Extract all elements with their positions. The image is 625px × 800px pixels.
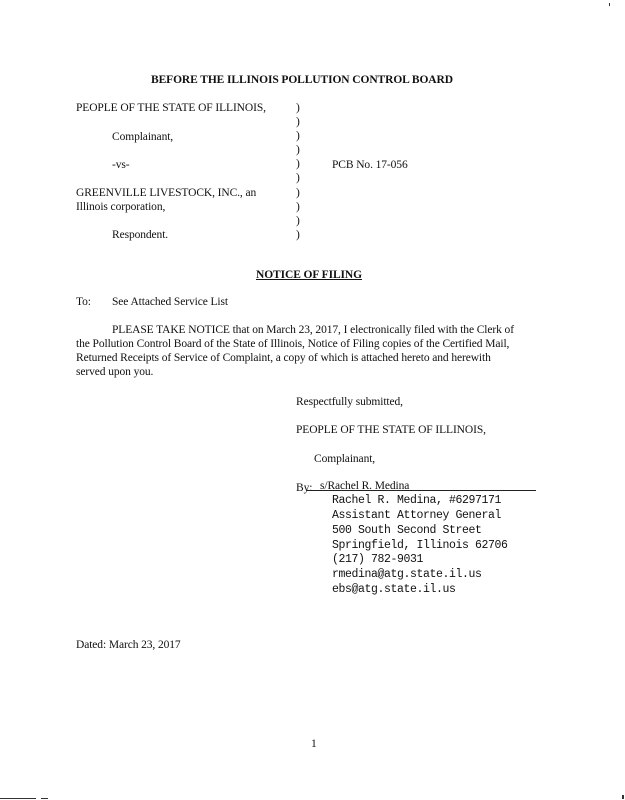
document-title: BEFORE THE ILLINOIS POLLUTION CONTROL BOARD <box>151 74 453 86</box>
caption-paren: ) <box>296 186 300 199</box>
scan-mark <box>41 798 48 799</box>
defendant-name-line1: GREENVILLE LIVESTOCK, INC., an <box>76 187 257 199</box>
closing-text: Respectfully submitted, <box>296 396 403 408</box>
body-line: served upon you. <box>76 366 154 378</box>
defendant-role: Respondent. <box>112 229 169 241</box>
scan-mark <box>609 3 610 6</box>
email-secondary: ebs@atg.state.il.us <box>332 583 456 596</box>
signed-name: s/Rachel R. Medina <box>320 480 410 492</box>
caption-paren: ) <box>296 130 300 143</box>
caption-paren: ) <box>296 228 300 241</box>
caption-paren: ) <box>296 214 300 227</box>
scan-mark <box>622 795 624 799</box>
body-line: PLEASE TAKE NOTICE that on March 23, 2017, I electronically filed with the Clerk of <box>112 324 514 336</box>
caption-paren: ) <box>296 116 300 129</box>
body-line: the Pollution Control Board of the State of Illinois, Notice of Filing copies of the Certified Mail, <box>76 338 510 350</box>
dated-line: Dated: March 23, 2017 <box>76 639 181 651</box>
by-label: By: <box>296 482 313 494</box>
party-name: PEOPLE OF THE STATE OF ILLINOIS, <box>296 424 486 436</box>
notice-heading: NOTICE OF FILING <box>256 269 362 281</box>
to-label: To: <box>76 296 91 308</box>
street-address: 500 South Second Street <box>332 524 482 537</box>
attorney-name: Rachel R. Medina, #6297171 <box>332 494 502 507</box>
caption-paren: ) <box>296 200 300 213</box>
caption-paren: ) <box>296 158 300 171</box>
caption-paren: ) <box>296 102 300 114</box>
defendant-name-line2: Illinois corporation, <box>76 201 166 213</box>
caption-paren: ) <box>296 172 300 185</box>
versus-label: -vs- <box>112 159 130 171</box>
plaintiff-name: PEOPLE OF THE STATE OF ILLINOIS, <box>76 102 266 114</box>
caption-paren: ) <box>296 144 300 157</box>
party-role: Complainant, <box>314 453 376 465</box>
scan-mark <box>0 798 36 799</box>
phone-number: (217) 782-9031 <box>332 553 424 566</box>
plaintiff-role: Complainant, <box>112 131 174 143</box>
city-state-zip: Springfield, Illinois 62706 <box>332 539 508 552</box>
to-value: See Attached Service List <box>112 296 228 308</box>
caption-parentheses <box>296 101 304 242</box>
body-line: Returned Receipts of Service of Complaint, a copy of which is attached hereto and herewith <box>76 352 491 364</box>
email-primary: rmedina@atg.state.il.us <box>332 568 482 581</box>
case-number: PCB No. 17-056 <box>332 159 408 171</box>
page-number: 1 <box>311 738 317 750</box>
attorney-title: Assistant Attorney General <box>332 509 502 522</box>
